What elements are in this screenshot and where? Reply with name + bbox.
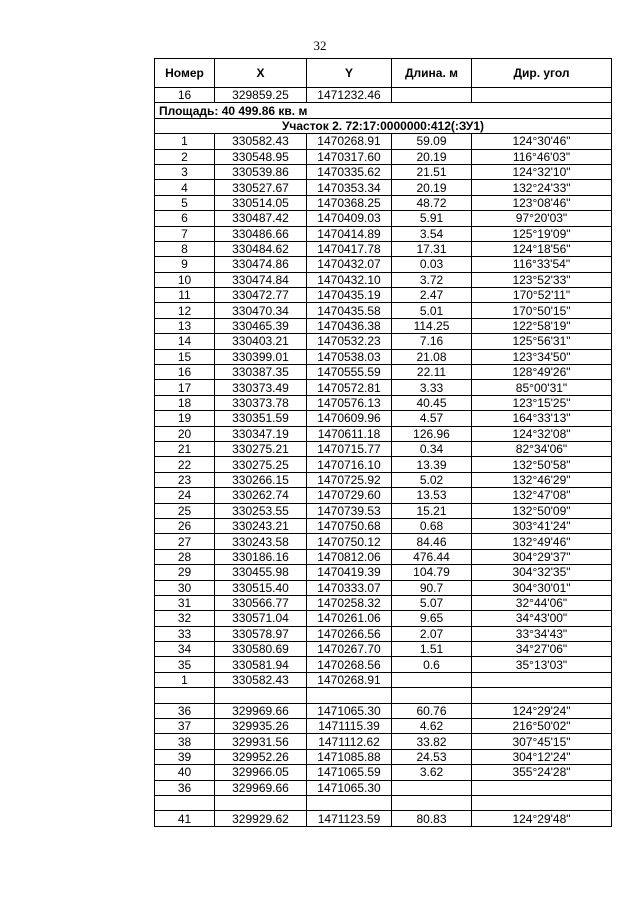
cell-length	[392, 88, 472, 103]
cell-angle: 116°33'54"	[472, 257, 612, 272]
cell-x: 329969.66	[215, 780, 307, 795]
section-title: Участок 2. 72:17:0000000:412(:ЗУ1)	[155, 118, 612, 133]
cell-x: 330474.86	[215, 257, 307, 272]
cell-angle: 35°13'03"	[472, 657, 612, 672]
cell-x: 330527.67	[215, 180, 307, 195]
cell-angle: 304°12'24"	[472, 749, 612, 764]
cell-length: 0.68	[392, 518, 472, 533]
cell-x: 330403.21	[215, 334, 307, 349]
cell-x: 330275.21	[215, 441, 307, 456]
header-direction-angle: Дир. угол	[472, 59, 612, 88]
cell-length	[392, 688, 472, 703]
cell-y: 1471123.59	[307, 811, 392, 826]
cell-y: 1470729.60	[307, 488, 392, 503]
cell-length: 3.54	[392, 226, 472, 241]
cell-length: 7.16	[392, 334, 472, 349]
cell-y: 1470317.60	[307, 149, 392, 164]
cell-length: 5.91	[392, 211, 472, 226]
cell-number: 40	[155, 765, 215, 780]
cell-length: 3.72	[392, 272, 472, 287]
cell-length: 5.01	[392, 303, 472, 318]
header-x: X	[215, 59, 307, 88]
cell-number: 18	[155, 395, 215, 410]
cell-x: 329859.25	[215, 88, 307, 103]
cell-length: 17.31	[392, 241, 472, 256]
cell-length: 20.19	[392, 149, 472, 164]
cell-length	[392, 795, 472, 810]
cell-angle: 33°34'43"	[472, 626, 612, 641]
table-row	[155, 703, 612, 718]
table-row	[155, 303, 612, 318]
cell-length: 13.39	[392, 457, 472, 472]
cell-length: 5.07	[392, 595, 472, 610]
cell-y: 1470715.77	[307, 441, 392, 456]
header-y: Y	[307, 59, 392, 88]
cell-x: 330582.43	[215, 672, 307, 687]
cell-number: 1	[155, 134, 215, 149]
cell-length	[392, 780, 472, 795]
cell-number: 31	[155, 595, 215, 610]
table-row	[155, 334, 612, 349]
cell-angle	[472, 780, 612, 795]
cell-number: 2	[155, 149, 215, 164]
cell-length: 5.02	[392, 472, 472, 487]
table-row	[155, 318, 612, 333]
table-row	[155, 88, 612, 103]
cell-y: 1470419.39	[307, 565, 392, 580]
cell-y: 1470266.56	[307, 626, 392, 641]
table-row	[155, 257, 612, 272]
table-row	[155, 580, 612, 595]
cell-number: 28	[155, 549, 215, 564]
cell-number: 26	[155, 518, 215, 533]
cell-x: 330351.59	[215, 411, 307, 426]
cell-angle: 307°45'15"	[472, 734, 612, 749]
cell-y: 1470436.38	[307, 318, 392, 333]
cell-y: 1470268.56	[307, 657, 392, 672]
cell-x: 329966.05	[215, 765, 307, 780]
cell-angle: 132°49'46"	[472, 534, 612, 549]
cell-number: 24	[155, 488, 215, 503]
cell-number: 20	[155, 426, 215, 441]
cell-y: 1470335.62	[307, 164, 392, 179]
cell-length: 2.07	[392, 626, 472, 641]
cell-number: 9	[155, 257, 215, 272]
cell-angle: 124°32'10"	[472, 164, 612, 179]
cell-y: 1470267.70	[307, 642, 392, 657]
table-row	[155, 765, 612, 780]
section-title-row	[155, 118, 612, 133]
cell-number: 34	[155, 642, 215, 657]
cell-x: 330275.25	[215, 457, 307, 472]
cell-angle: 124°29'24"	[472, 703, 612, 718]
cell-y: 1471112.62	[307, 734, 392, 749]
cell-x: 330262.74	[215, 488, 307, 503]
cell-number: 32	[155, 611, 215, 626]
cell-number: 21	[155, 441, 215, 456]
cell-x: 330253.55	[215, 503, 307, 518]
cell-angle: 355°24'28"	[472, 765, 612, 780]
cell-length: 0.6	[392, 657, 472, 672]
table-row	[155, 611, 612, 626]
cell-angle: 170°50'15"	[472, 303, 612, 318]
cell-number: 33	[155, 626, 215, 641]
cell-x: 330580.69	[215, 642, 307, 657]
table-row	[155, 349, 612, 364]
cell-length: 15.21	[392, 503, 472, 518]
cell-length: 4.62	[392, 719, 472, 734]
cell-number: 19	[155, 411, 215, 426]
cell-number	[155, 688, 215, 703]
table-row	[155, 272, 612, 287]
table-row	[155, 211, 612, 226]
cell-length: 90.7	[392, 580, 472, 595]
cell-x: 329935.26	[215, 719, 307, 734]
cell-y	[307, 688, 392, 703]
cell-y: 1470812.06	[307, 549, 392, 564]
cell-x: 330266.15	[215, 472, 307, 487]
cell-angle	[472, 88, 612, 103]
cell-angle: 123°52'33"	[472, 272, 612, 287]
table-row	[155, 241, 612, 256]
cell-y: 1470432.07	[307, 257, 392, 272]
cell-y: 1470609.96	[307, 411, 392, 426]
cell-number: 39	[155, 749, 215, 764]
cell-length: 2.47	[392, 288, 472, 303]
cell-x: 330243.58	[215, 534, 307, 549]
cell-y: 1470368.25	[307, 195, 392, 210]
cell-x: 329929.62	[215, 811, 307, 826]
cell-length: 3.62	[392, 765, 472, 780]
cell-number: 6	[155, 211, 215, 226]
cell-y: 1470572.81	[307, 380, 392, 395]
cell-length: 84.46	[392, 534, 472, 549]
cell-y: 1470414.89	[307, 226, 392, 241]
cell-length: 4.57	[392, 411, 472, 426]
cell-number: 13	[155, 318, 215, 333]
cell-x	[215, 795, 307, 810]
table-row	[155, 642, 612, 657]
cell-number: 37	[155, 719, 215, 734]
cell-x: 330515.40	[215, 580, 307, 595]
table-row	[155, 457, 612, 472]
cell-x: 330465.39	[215, 318, 307, 333]
cell-number: 38	[155, 734, 215, 749]
cell-angle: 132°50'58"	[472, 457, 612, 472]
table-row	[155, 180, 612, 195]
cell-y: 1470258.32	[307, 595, 392, 610]
table-row	[155, 626, 612, 641]
cell-number: 14	[155, 334, 215, 349]
cell-x: 330243.21	[215, 518, 307, 533]
cell-number: 16	[155, 88, 215, 103]
table-row	[155, 395, 612, 410]
cell-x: 329969.66	[215, 703, 307, 718]
table-row	[155, 288, 612, 303]
table-row	[155, 672, 612, 687]
cell-number: 4	[155, 180, 215, 195]
table-row	[155, 795, 612, 810]
header-number: Номер	[155, 59, 215, 88]
cell-angle: 85°00'31"	[472, 380, 612, 395]
cell-y: 1470576.13	[307, 395, 392, 410]
cell-x: 330399.01	[215, 349, 307, 364]
cell-length: 476.44	[392, 549, 472, 564]
cell-angle: 124°18'56"	[472, 241, 612, 256]
cell-length: 80.83	[392, 811, 472, 826]
cell-angle: 124°29'48"	[472, 811, 612, 826]
cell-length: 114.25	[392, 318, 472, 333]
cell-x: 330373.78	[215, 395, 307, 410]
cell-number: 1	[155, 672, 215, 687]
cell-angle: 34°27'06"	[472, 642, 612, 657]
cell-length: 3.33	[392, 380, 472, 395]
cell-angle: 132°47'08"	[472, 488, 612, 503]
cell-length: 126.96	[392, 426, 472, 441]
cell-number: 12	[155, 303, 215, 318]
cell-x: 330571.04	[215, 611, 307, 626]
cell-y: 1471115.39	[307, 719, 392, 734]
cell-x: 330474.84	[215, 272, 307, 287]
cell-y: 1470417.78	[307, 241, 392, 256]
cell-number: 10	[155, 272, 215, 287]
cell-y: 1470725.92	[307, 472, 392, 487]
cell-y: 1470750.12	[307, 534, 392, 549]
cell-number: 29	[155, 565, 215, 580]
cell-x	[215, 688, 307, 703]
cell-y: 1470261.06	[307, 611, 392, 626]
cell-x: 330581.94	[215, 657, 307, 672]
cell-number: 36	[155, 780, 215, 795]
cell-angle: 124°32'08"	[472, 426, 612, 441]
cell-length: 60.76	[392, 703, 472, 718]
cell-length	[392, 672, 472, 687]
cell-angle: 125°56'31"	[472, 334, 612, 349]
table-row	[155, 657, 612, 672]
table-header-row	[155, 59, 612, 88]
cell-length: 22.11	[392, 365, 472, 380]
cell-length: 21.08	[392, 349, 472, 364]
table-row	[155, 426, 612, 441]
cell-angle	[472, 672, 612, 687]
table-row	[155, 134, 612, 149]
cell-length: 1.51	[392, 642, 472, 657]
table-row	[155, 518, 612, 533]
area-summary: Площадь: 40 499.86 кв. м	[155, 103, 612, 118]
cell-angle	[472, 795, 612, 810]
cell-number: 3	[155, 164, 215, 179]
cell-number: 35	[155, 657, 215, 672]
cell-y: 1471065.59	[307, 765, 392, 780]
table-row	[155, 411, 612, 426]
cell-y: 1470268.91	[307, 672, 392, 687]
cell-angle: 303°41'24"	[472, 518, 612, 533]
cell-x: 330484.62	[215, 241, 307, 256]
cell-length: 104.79	[392, 565, 472, 580]
cell-angle: 32°44'06"	[472, 595, 612, 610]
cell-x: 330387.35	[215, 365, 307, 380]
cell-number: 7	[155, 226, 215, 241]
cell-length: 21.51	[392, 164, 472, 179]
cell-y: 1471065.30	[307, 780, 392, 795]
table-row	[155, 195, 612, 210]
cell-y: 1471232.46	[307, 88, 392, 103]
cell-x: 330582.43	[215, 134, 307, 149]
cell-angle: 123°08'46"	[472, 195, 612, 210]
table-row	[155, 811, 612, 826]
cell-x: 330186.16	[215, 549, 307, 564]
cell-length: 9.65	[392, 611, 472, 626]
cell-number: 23	[155, 472, 215, 487]
table-row	[155, 719, 612, 734]
cell-number: 15	[155, 349, 215, 364]
cell-y: 1470611.18	[307, 426, 392, 441]
header-length: Длина. м	[392, 59, 472, 88]
cell-number: 8	[155, 241, 215, 256]
cell-length: 13.53	[392, 488, 472, 503]
cell-angle: 97°20'03"	[472, 211, 612, 226]
cell-y: 1470750.68	[307, 518, 392, 533]
cell-x: 330472.77	[215, 288, 307, 303]
cell-x: 330470.34	[215, 303, 307, 318]
cell-x: 329952.26	[215, 749, 307, 764]
table-row	[155, 534, 612, 549]
cell-length: 40.45	[392, 395, 472, 410]
cell-y: 1470555.59	[307, 365, 392, 380]
cell-angle: 170°52'11"	[472, 288, 612, 303]
cell-length: 20.19	[392, 180, 472, 195]
area-summary-row	[155, 103, 612, 118]
cell-number: 17	[155, 380, 215, 395]
cell-y: 1470435.19	[307, 288, 392, 303]
cell-x: 330539.86	[215, 164, 307, 179]
cell-number: 5	[155, 195, 215, 210]
cell-angle: 124°30'46"	[472, 134, 612, 149]
cell-angle: 125°19'09"	[472, 226, 612, 241]
cell-angle: 116°46'03"	[472, 149, 612, 164]
cell-angle: 132°46'29"	[472, 472, 612, 487]
cell-length: 24.53	[392, 749, 472, 764]
cell-length: 0.03	[392, 257, 472, 272]
table-row	[155, 780, 612, 795]
cell-angle: 304°29'37"	[472, 549, 612, 564]
table-row	[155, 503, 612, 518]
table-row	[155, 365, 612, 380]
table-row	[155, 149, 612, 164]
cell-number: 22	[155, 457, 215, 472]
cell-number: 27	[155, 534, 215, 549]
cell-angle: 164°33'13"	[472, 411, 612, 426]
table-row	[155, 488, 612, 503]
cell-x: 330373.49	[215, 380, 307, 395]
cell-angle: 123°15'25"	[472, 395, 612, 410]
cell-x: 330566.77	[215, 595, 307, 610]
cell-y: 1470432.10	[307, 272, 392, 287]
cell-angle: 122°58'19"	[472, 318, 612, 333]
table-row	[155, 380, 612, 395]
cell-y: 1470268.91	[307, 134, 392, 149]
cell-x: 330486.66	[215, 226, 307, 241]
cell-x: 330548.95	[215, 149, 307, 164]
cell-number	[155, 795, 215, 810]
cell-angle: 132°50'09"	[472, 503, 612, 518]
cell-number: 11	[155, 288, 215, 303]
cell-number: 30	[155, 580, 215, 595]
cell-angle: 128°49'26"	[472, 365, 612, 380]
cell-y: 1471065.30	[307, 703, 392, 718]
cell-length: 59.09	[392, 134, 472, 149]
cell-x: 330487.42	[215, 211, 307, 226]
cell-y: 1470333.07	[307, 580, 392, 595]
table-row	[155, 549, 612, 564]
cell-angle: 82°34'06"	[472, 441, 612, 456]
cell-y: 1470739.53	[307, 503, 392, 518]
cell-y	[307, 795, 392, 810]
cell-x: 330347.19	[215, 426, 307, 441]
table-row	[155, 565, 612, 580]
table-row	[155, 688, 612, 703]
table-row	[155, 472, 612, 487]
cell-angle: 123°34'50"	[472, 349, 612, 364]
table-row	[155, 226, 612, 241]
page-number: 32	[313, 38, 327, 53]
table-row	[155, 734, 612, 749]
coordinates-table	[154, 58, 612, 827]
table-body	[155, 88, 612, 827]
cell-y: 1470716.10	[307, 457, 392, 472]
cell-length: 48.72	[392, 195, 472, 210]
cell-y: 1470353.34	[307, 180, 392, 195]
cell-y: 1470538.03	[307, 349, 392, 364]
cell-number: 41	[155, 811, 215, 826]
cell-x: 329931.56	[215, 734, 307, 749]
cell-angle: 132°24'33"	[472, 180, 612, 195]
cell-x: 330514.05	[215, 195, 307, 210]
table-row	[155, 441, 612, 456]
cell-angle: 304°30'01"	[472, 580, 612, 595]
table-row	[155, 749, 612, 764]
cell-angle	[472, 688, 612, 703]
cell-angle: 34°43'00"	[472, 611, 612, 626]
cell-x: 330578.97	[215, 626, 307, 641]
cell-number: 25	[155, 503, 215, 518]
table-row	[155, 164, 612, 179]
table-row	[155, 595, 612, 610]
cell-y: 1471085.88	[307, 749, 392, 764]
cell-y: 1470409.03	[307, 211, 392, 226]
cell-number: 36	[155, 703, 215, 718]
cell-y: 1470435.58	[307, 303, 392, 318]
cell-length: 33.82	[392, 734, 472, 749]
cell-length: 0.34	[392, 441, 472, 456]
cell-y: 1470532.23	[307, 334, 392, 349]
cell-number: 16	[155, 365, 215, 380]
cell-x: 330455.98	[215, 565, 307, 580]
cell-angle: 304°32'35"	[472, 565, 612, 580]
cell-angle: 216°50'02"	[472, 719, 612, 734]
